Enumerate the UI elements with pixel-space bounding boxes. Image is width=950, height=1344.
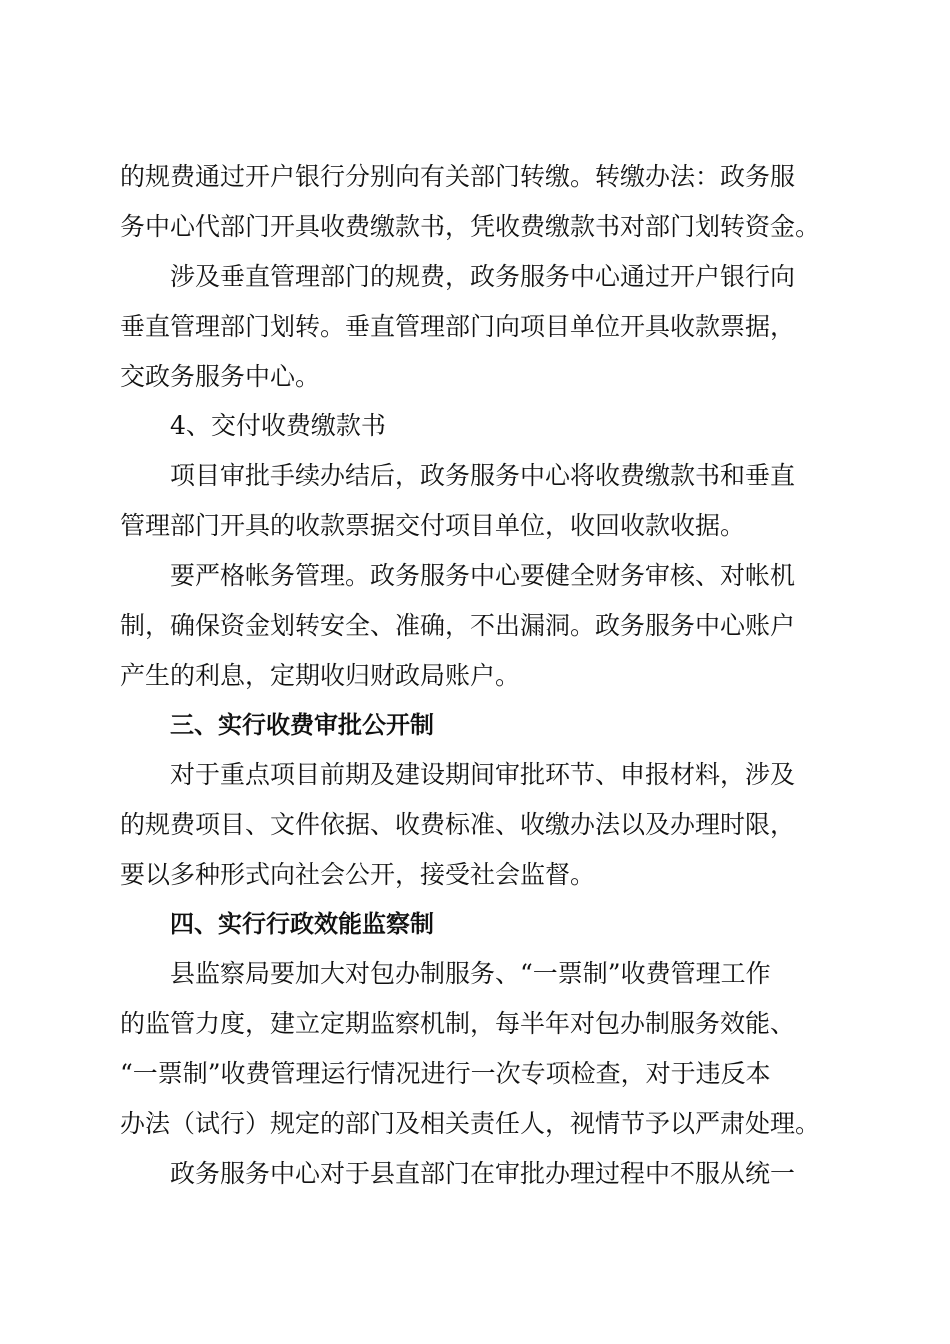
paragraph-start-line: 政务服务中心对于县直部门在审批办理过程中不服从统一 <box>170 1159 796 1188</box>
body-text-line: 的监管力度，建立定期监察机制，每半年对包办制服务效能、 <box>120 1009 796 1038</box>
section-heading: 四、实行行政效能监察制 <box>170 910 434 938</box>
paragraph-start-line: 涉及垂直管理部门的规费，政务服务中心通过开户银行向 <box>170 262 796 291</box>
body-text-line: 产生的利息，定期收归财政局账户。 <box>120 661 521 690</box>
paragraph-start-line: 县监察局要加大对包办制服务、“一票制”收费管理工作 <box>170 959 771 988</box>
body-text-line: 交政务服务中心。 <box>120 362 321 391</box>
body-text-line: 垂直管理部门划转。垂直管理部门向项目单位开具收款票据， <box>120 312 796 341</box>
body-text-line: 办法（试行）规定的部门及相关责任人，视情节予以严肃处理。 <box>120 1109 821 1138</box>
body-text-line: “一票制”收费管理运行情况进行一次专项检查，对于违反本 <box>120 1059 771 1088</box>
subsection-heading: 4、交付收费缴款书 <box>170 411 386 440</box>
body-text-line: 管理部门开具的收款票据交付项目单位，收回收款收据。 <box>120 511 746 540</box>
paragraph-start-line: 要严格帐务管理。政务服务中心要健全财务审核、对帐机 <box>170 561 796 590</box>
body-text-line: 制，确保资金划转安全、准确，不出漏洞。政务服务中心账户 <box>120 611 796 640</box>
body-text-line: 的规费通过开户银行分别向有关部门转缴。转缴办法：政务服 <box>120 162 796 191</box>
body-text-line: 要以多种形式向社会公开，接受社会监督。 <box>120 860 596 889</box>
paragraph-start-line: 项目审批手续办结后，政务服务中心将收费缴款书和垂直 <box>170 461 796 490</box>
paragraph-start-line: 对于重点项目前期及建设期间审批环节、申报材料，涉及 <box>170 760 796 789</box>
section-heading: 三、实行收费审批公开制 <box>170 711 434 739</box>
body-text-line: 务中心代部门开具收费缴款书，凭收费缴款书对部门划转资金。 <box>120 212 821 241</box>
body-text-line: 的规费项目、文件依据、收费标准、收缴办法以及办理时限， <box>120 810 796 839</box>
